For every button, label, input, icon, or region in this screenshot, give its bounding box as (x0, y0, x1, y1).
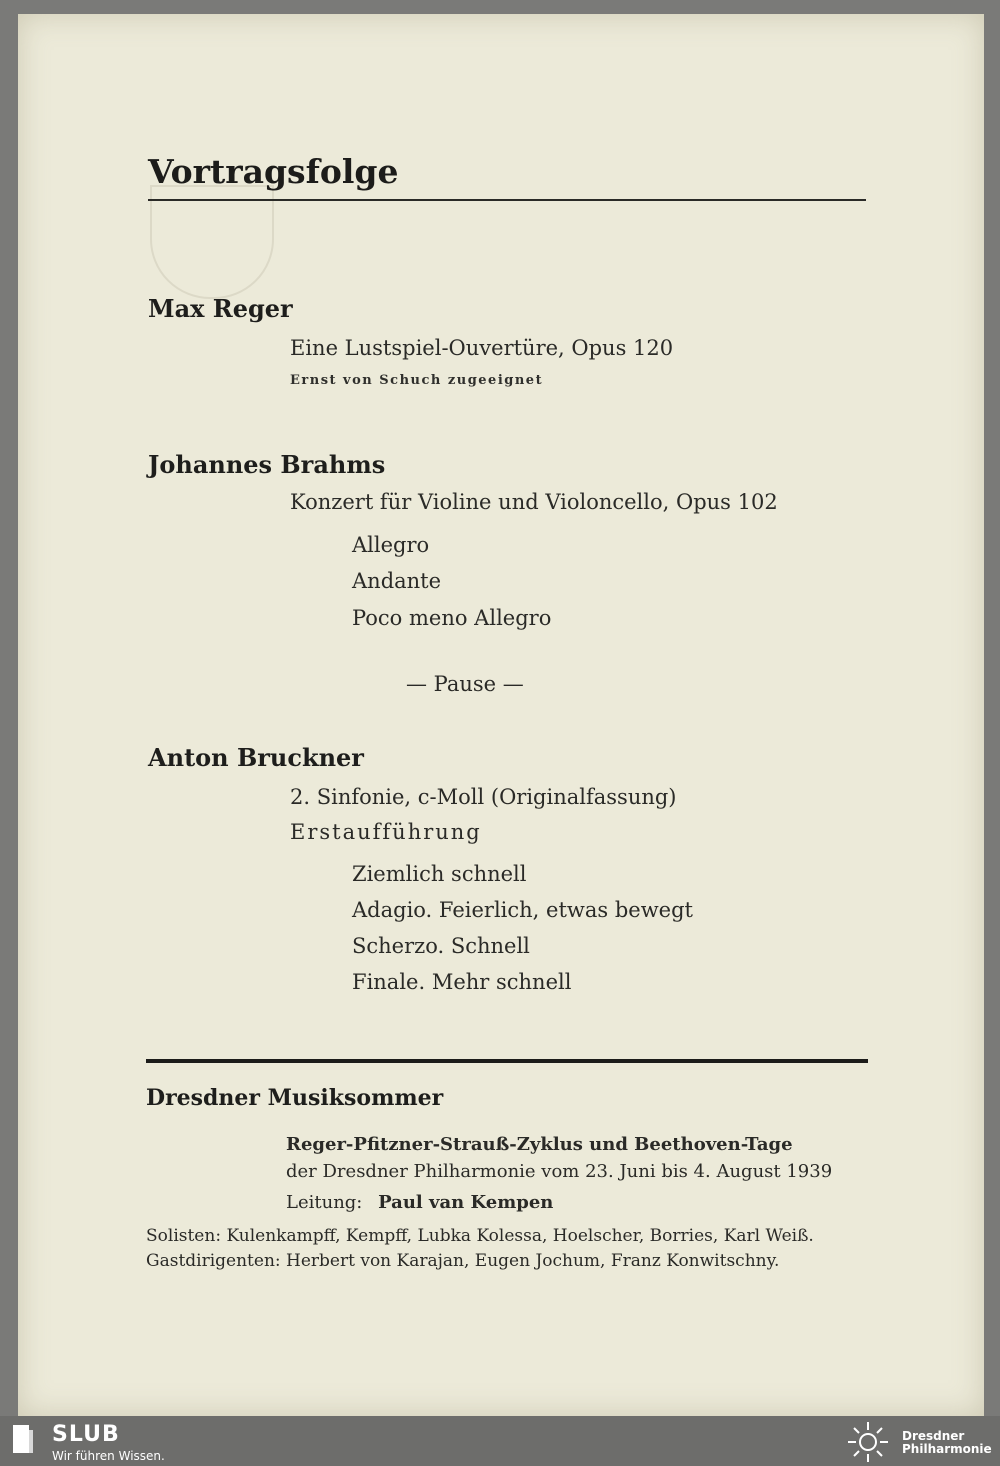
bleed-through-crest (150, 185, 274, 299)
festival-leitung (286, 1192, 553, 1213)
philharmonie-sunburst-icon (842, 1418, 894, 1466)
work-bruckner: 2. Sinfonie, c-Moll (Originalfassung) (290, 785, 677, 809)
guest-conductors-list: Gastdirigenten: Herbert von Karajan, Eugen Jochum, Franz Konwitschny. (146, 1251, 780, 1271)
movement-bruckner-4: Finale. Mehr schnell (352, 970, 572, 994)
philharmonie-brand-line1: Dresdner (902, 1429, 965, 1443)
festival-subtitle: Reger-Pfitzner-Strauß-Zyklus und Beethoven-Tage (286, 1134, 793, 1155)
composer-bruckner: Anton Bruckner (148, 743, 364, 772)
premiere-note: Erstaufführung (290, 820, 482, 844)
section-divider (146, 1059, 868, 1063)
composer-reger: Max Reger (148, 294, 293, 323)
movement-bruckner-2: Adagio. Feierlich, etwas bewegt (352, 898, 693, 922)
festival-title: Dresdner Musiksommer (146, 1085, 444, 1111)
slub-tagline: Wir führen Wissen. (52, 1449, 165, 1463)
leitung-label: Leitung: (286, 1192, 363, 1213)
movement-brahms-2: Andante (352, 569, 442, 593)
leitung-name: Paul van Kempen (378, 1192, 554, 1213)
heading-rule (148, 199, 866, 201)
soloists-list: Solisten: Kulenkampff, Kempff, Lubka Kolessa, Hoelscher, Borries, Karl Weiß. (146, 1226, 814, 1246)
dedication-note: Ernst von Schuch zugeeignet (290, 373, 544, 388)
philharmonie-brand (902, 1430, 992, 1456)
footer-bar (0, 1416, 1000, 1466)
movement-brahms-1: Allegro (352, 533, 430, 557)
work-brahms: Konzert für Violine und Violoncello, Opus 102 (290, 490, 778, 514)
movement-bruckner-3: Scherzo. Schnell (352, 934, 530, 958)
work-reger: Eine Lustspiel-Ouvertüre, Opus 120 (290, 336, 674, 360)
slub-brand: SLUB (52, 1422, 120, 1447)
movement-bruckner-1: Ziemlich schnell (352, 862, 527, 886)
philharmonie-brand-line2: Philharmonie (902, 1442, 992, 1456)
page-heading: Vortragsfolge (148, 152, 399, 191)
intermission: — Pause — (406, 672, 524, 696)
festival-dates: der Dresdner Philharmonie vom 23. Juni bis 4. August 1939 (286, 1161, 833, 1182)
movement-brahms-3: Poco meno Allegro (352, 606, 552, 630)
book-icon (12, 1424, 34, 1454)
composer-brahms: Johannes Brahms (148, 450, 386, 479)
